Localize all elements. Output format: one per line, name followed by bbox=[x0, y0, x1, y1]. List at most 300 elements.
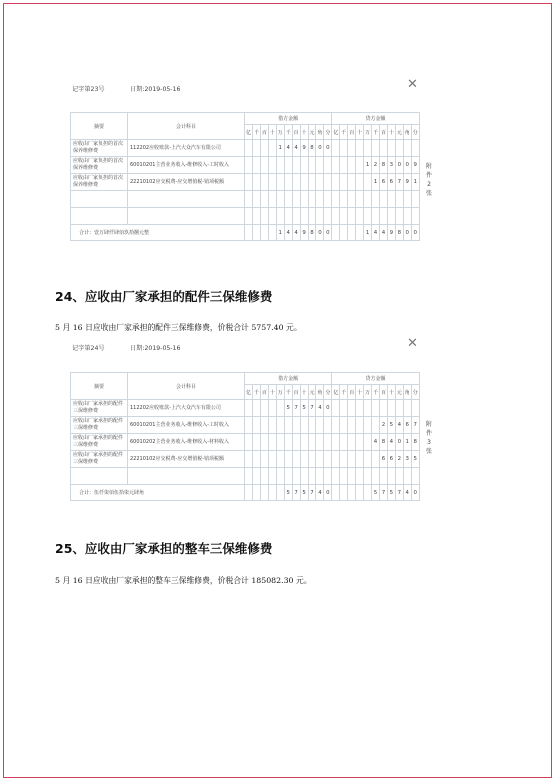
credit-digit-cell bbox=[364, 417, 372, 434]
credit-digit-cell: 5 bbox=[372, 485, 380, 501]
debit-digit-cell bbox=[300, 191, 308, 208]
debit-header: 借方金额 bbox=[245, 113, 332, 125]
debit-digit-cell bbox=[245, 468, 253, 485]
close-icon[interactable]: ✕ bbox=[407, 77, 418, 92]
credit-digit-cell: 6 bbox=[387, 174, 395, 191]
credit-digit-cell bbox=[356, 157, 364, 174]
debit-digit-cell bbox=[292, 174, 300, 191]
credit-digit-cell bbox=[340, 434, 348, 451]
debit-digit-cell bbox=[276, 417, 284, 434]
section-text-24: 5 月 16 日应收由厂家承担的配件三保维修费，价税合计 5757.40 元。 bbox=[55, 323, 302, 332]
credit-digit-cell: 8 bbox=[395, 225, 403, 241]
credit-digit-cell bbox=[348, 485, 356, 501]
credit-digit-cell bbox=[356, 174, 364, 191]
debit-digit-cell bbox=[245, 140, 253, 157]
credit-digit-cell bbox=[387, 468, 395, 485]
table-row bbox=[71, 400, 420, 417]
credit-digit-cell bbox=[356, 191, 364, 208]
digit-unit-header: 万 bbox=[364, 385, 372, 400]
debit-digit-cell bbox=[252, 191, 260, 208]
summary-cell bbox=[71, 468, 128, 485]
credit-digit-cell bbox=[403, 400, 411, 417]
debit-digit-cell bbox=[245, 400, 253, 417]
credit-digit-cell: 4 bbox=[372, 434, 380, 451]
credit-digit-cell bbox=[332, 400, 340, 417]
section-heading-25: 25、应收由厂家承担的整车三保维修费 bbox=[55, 541, 273, 556]
digit-unit-header: 十 bbox=[268, 385, 276, 400]
voucher-number: 记字第24号 bbox=[72, 345, 105, 352]
credit-digit-cell: 5 bbox=[411, 451, 419, 468]
debit-digit-cell bbox=[276, 434, 284, 451]
debit-digit-cell bbox=[268, 208, 276, 225]
digit-unit-header: 百 bbox=[348, 125, 356, 140]
debit-header: 借方金额 bbox=[245, 373, 332, 385]
credit-digit-cell bbox=[395, 400, 403, 417]
debit-digit-cell bbox=[260, 417, 268, 434]
debit-digit-cell bbox=[268, 485, 276, 501]
section-text-25: 5 月 16 日应收由厂家承担的整车三保维修费，价税合计 185082.30 元。 bbox=[55, 576, 312, 585]
header-row bbox=[71, 373, 420, 385]
credit-digit-cell: 9 bbox=[411, 157, 419, 174]
debit-digit-cell bbox=[268, 434, 276, 451]
voucher-date: 日期:2019-05-16 bbox=[130, 345, 181, 352]
debit-digit-cell: 4 bbox=[284, 140, 292, 157]
debit-digit-cell bbox=[260, 140, 268, 157]
credit-digit-cell: 0 bbox=[403, 157, 411, 174]
digit-unit-header: 百 bbox=[379, 125, 387, 140]
credit-digit-cell: 8 bbox=[411, 434, 419, 451]
credit-digit-cell: 4 bbox=[395, 417, 403, 434]
debit-digit-cell: 5 bbox=[284, 400, 292, 417]
digit-unit-header: 千 bbox=[372, 385, 380, 400]
credit-digit-cell: 0 bbox=[395, 434, 403, 451]
blank-row bbox=[71, 468, 420, 485]
attachment-char: 张 bbox=[425, 190, 432, 197]
debit-digit-cell bbox=[260, 468, 268, 485]
account-cell bbox=[128, 468, 245, 485]
summary-header: 摘要 bbox=[71, 373, 128, 400]
debit-digit-cell bbox=[252, 174, 260, 191]
credit-digit-cell bbox=[356, 400, 364, 417]
credit-digit-cell: 2 bbox=[372, 157, 380, 174]
digit-unit-header: 亿 bbox=[245, 385, 253, 400]
debit-digit-cell bbox=[308, 174, 316, 191]
credit-digit-cell: 0 bbox=[411, 225, 419, 241]
debit-digit-cell bbox=[324, 157, 332, 174]
debit-digit-cell bbox=[260, 485, 268, 501]
debit-digit-cell bbox=[252, 400, 260, 417]
credit-digit-cell bbox=[356, 434, 364, 451]
debit-digit-cell bbox=[316, 174, 324, 191]
debit-digit-cell bbox=[324, 417, 332, 434]
digit-unit-header: 万 bbox=[276, 385, 284, 400]
debit-digit-cell bbox=[300, 208, 308, 225]
debit-digit-cell bbox=[292, 468, 300, 485]
digit-unit-header: 十 bbox=[387, 385, 395, 400]
debit-digit-cell: 7 bbox=[292, 485, 300, 501]
header-row bbox=[71, 113, 420, 125]
debit-digit-cell bbox=[268, 140, 276, 157]
credit-digit-cell: 0 bbox=[411, 485, 419, 501]
credit-digit-cell bbox=[364, 191, 372, 208]
credit-digit-cell bbox=[340, 400, 348, 417]
digit-unit-header: 千 bbox=[284, 385, 292, 400]
debit-digit-cell bbox=[260, 434, 268, 451]
debit-digit-cell bbox=[276, 174, 284, 191]
debit-digit-cell bbox=[245, 225, 253, 241]
debit-digit-cell bbox=[300, 451, 308, 468]
credit-digit-cell bbox=[379, 208, 387, 225]
debit-digit-cell bbox=[300, 157, 308, 174]
debit-digit-cell bbox=[316, 191, 324, 208]
credit-digit-cell: 8 bbox=[379, 434, 387, 451]
debit-digit-cell: 5 bbox=[300, 485, 308, 501]
debit-digit-cell bbox=[292, 191, 300, 208]
digit-unit-header: 十 bbox=[268, 125, 276, 140]
credit-digit-cell bbox=[364, 208, 372, 225]
debit-digit-cell bbox=[308, 468, 316, 485]
debit-digit-cell bbox=[245, 191, 253, 208]
credit-digit-cell: 9 bbox=[403, 174, 411, 191]
digit-unit-header: 百 bbox=[379, 385, 387, 400]
credit-digit-cell bbox=[356, 417, 364, 434]
debit-digit-cell bbox=[252, 225, 260, 241]
credit-digit-cell: 7 bbox=[379, 485, 387, 501]
debit-digit-cell: 0 bbox=[324, 225, 332, 241]
debit-digit-cell: 4 bbox=[292, 225, 300, 241]
voucher-24 bbox=[70, 337, 420, 501]
table-row bbox=[71, 434, 420, 451]
digit-unit-header: 千 bbox=[252, 125, 260, 140]
digit-unit-header: 角 bbox=[403, 385, 411, 400]
table-row bbox=[71, 451, 420, 468]
digit-unit-header: 角 bbox=[316, 385, 324, 400]
credit-digit-cell bbox=[348, 417, 356, 434]
debit-digit-cell bbox=[308, 434, 316, 451]
debit-digit-cell bbox=[308, 451, 316, 468]
debit-digit-cell bbox=[308, 417, 316, 434]
credit-digit-cell bbox=[372, 400, 380, 417]
credit-digit-cell bbox=[348, 208, 356, 225]
debit-digit-cell bbox=[316, 208, 324, 225]
debit-digit-cell bbox=[308, 157, 316, 174]
debit-digit-cell bbox=[276, 400, 284, 417]
digit-unit-header: 角 bbox=[316, 125, 324, 140]
credit-digit-cell bbox=[372, 468, 380, 485]
credit-digit-cell: 2 bbox=[395, 451, 403, 468]
credit-digit-cell bbox=[332, 468, 340, 485]
debit-digit-cell bbox=[252, 451, 260, 468]
debit-digit-cell bbox=[324, 434, 332, 451]
attachment-char: 张 bbox=[425, 448, 432, 455]
debit-digit-cell: 4 bbox=[292, 140, 300, 157]
credit-digit-cell: 6 bbox=[379, 174, 387, 191]
credit-digit-cell: 1 bbox=[372, 174, 380, 191]
account-cell: 60010201主营业务收入-维修收入-工时收入 bbox=[128, 417, 245, 434]
table-row bbox=[71, 417, 420, 434]
digit-unit-header: 亿 bbox=[332, 125, 340, 140]
debit-digit-cell bbox=[245, 434, 253, 451]
digit-unit-header: 百 bbox=[260, 125, 268, 140]
credit-digit-cell: 6 bbox=[387, 451, 395, 468]
credit-digit-cell: 9 bbox=[387, 225, 395, 241]
debit-digit-cell: 8 bbox=[308, 225, 316, 241]
digit-unit-header: 元 bbox=[395, 385, 403, 400]
credit-digit-cell bbox=[348, 400, 356, 417]
total-label: 合计：伍仟柒佰伍拾柒元肆角 bbox=[71, 485, 245, 501]
summary-cell bbox=[71, 208, 128, 225]
attachment-char: 件 bbox=[425, 172, 432, 179]
debit-digit-cell bbox=[245, 157, 253, 174]
attachment-count bbox=[424, 420, 434, 456]
blank-row bbox=[71, 208, 420, 225]
credit-digit-cell bbox=[387, 140, 395, 157]
credit-digit-cell: 3 bbox=[403, 451, 411, 468]
debit-digit-cell bbox=[245, 417, 253, 434]
credit-digit-cell: 1 bbox=[364, 225, 372, 241]
digit-unit-header: 百 bbox=[292, 125, 300, 140]
debit-digit-cell bbox=[292, 451, 300, 468]
credit-digit-cell bbox=[372, 191, 380, 208]
credit-digit-cell bbox=[356, 468, 364, 485]
credit-digit-cell bbox=[348, 174, 356, 191]
digit-unit-header: 百 bbox=[292, 385, 300, 400]
debit-digit-cell bbox=[308, 208, 316, 225]
section-heading-24: 24、应收由厂家承担的配件三保维修费 bbox=[55, 289, 273, 304]
credit-digit-cell: 1 bbox=[364, 157, 372, 174]
debit-digit-cell bbox=[284, 451, 292, 468]
voucher-table bbox=[70, 112, 420, 241]
digit-unit-header: 亿 bbox=[245, 125, 253, 140]
debit-digit-cell bbox=[260, 400, 268, 417]
attachment-count bbox=[424, 162, 434, 198]
credit-digit-cell bbox=[348, 468, 356, 485]
debit-digit-cell bbox=[308, 191, 316, 208]
account-cell: 60010202主营业务收入-维修收入-材料收入 bbox=[128, 434, 245, 451]
credit-digit-cell bbox=[364, 451, 372, 468]
credit-digit-cell bbox=[332, 434, 340, 451]
credit-digit-cell bbox=[387, 400, 395, 417]
digit-unit-header: 千 bbox=[252, 385, 260, 400]
debit-digit-cell bbox=[276, 451, 284, 468]
debit-digit-cell bbox=[284, 208, 292, 225]
credit-digit-cell bbox=[356, 485, 364, 501]
debit-digit-cell bbox=[268, 468, 276, 485]
credit-digit-cell bbox=[348, 451, 356, 468]
digit-unit-header: 百 bbox=[348, 385, 356, 400]
credit-digit-cell: 4 bbox=[403, 485, 411, 501]
credit-digit-cell: 6 bbox=[379, 451, 387, 468]
debit-digit-cell bbox=[252, 468, 260, 485]
debit-digit-cell bbox=[260, 157, 268, 174]
debit-digit-cell bbox=[245, 451, 253, 468]
debit-digit-cell: 0 bbox=[324, 485, 332, 501]
debit-digit-cell bbox=[245, 485, 253, 501]
voucher-header bbox=[70, 337, 420, 355]
debit-digit-cell bbox=[268, 225, 276, 241]
digit-unit-header: 十 bbox=[356, 125, 364, 140]
credit-digit-cell bbox=[356, 208, 364, 225]
credit-digit-cell bbox=[340, 417, 348, 434]
credit-digit-cell bbox=[332, 208, 340, 225]
close-icon[interactable]: ✕ bbox=[407, 336, 418, 351]
summary-cell: 应收由厂家承担的配件三保维修费 bbox=[71, 434, 128, 451]
account-cell: 22210102应交税费-应交增值税-销项税额 bbox=[128, 451, 245, 468]
debit-digit-cell bbox=[268, 191, 276, 208]
credit-digit-cell: 8 bbox=[379, 157, 387, 174]
debit-digit-cell bbox=[316, 434, 324, 451]
debit-digit-cell bbox=[324, 468, 332, 485]
debit-digit-cell bbox=[260, 191, 268, 208]
credit-digit-cell bbox=[348, 191, 356, 208]
debit-digit-cell: 7 bbox=[308, 485, 316, 501]
debit-digit-cell bbox=[292, 157, 300, 174]
debit-digit-cell bbox=[324, 174, 332, 191]
debit-digit-cell bbox=[284, 417, 292, 434]
credit-digit-cell bbox=[395, 140, 403, 157]
summary-cell: 应收由厂家负担的首次保养维修费 bbox=[71, 140, 128, 157]
debit-digit-cell bbox=[324, 191, 332, 208]
table-row bbox=[71, 174, 420, 191]
credit-digit-cell bbox=[364, 400, 372, 417]
debit-digit-cell bbox=[268, 400, 276, 417]
attachment-char: 附 bbox=[425, 421, 432, 428]
debit-digit-cell bbox=[300, 434, 308, 451]
credit-digit-cell bbox=[372, 417, 380, 434]
credit-digit-cell bbox=[332, 417, 340, 434]
credit-digit-cell bbox=[379, 468, 387, 485]
digit-unit-header: 千 bbox=[372, 125, 380, 140]
debit-digit-cell: 0 bbox=[324, 400, 332, 417]
credit-digit-cell bbox=[356, 140, 364, 157]
account-cell: 22210102应交税费-应交增值税-销项税额 bbox=[128, 174, 245, 191]
debit-digit-cell bbox=[284, 191, 292, 208]
credit-digit-cell: 1 bbox=[411, 174, 419, 191]
debit-digit-cell bbox=[292, 208, 300, 225]
credit-digit-cell bbox=[411, 208, 419, 225]
debit-digit-cell bbox=[245, 208, 253, 225]
digit-unit-header: 千 bbox=[340, 385, 348, 400]
debit-digit-cell: 0 bbox=[316, 140, 324, 157]
debit-digit-cell: 0 bbox=[316, 225, 324, 241]
debit-digit-cell: 5 bbox=[300, 400, 308, 417]
attachment-char: 2 bbox=[427, 181, 431, 188]
debit-digit-cell bbox=[284, 174, 292, 191]
credit-digit-cell bbox=[379, 191, 387, 208]
digit-unit-header: 分 bbox=[411, 385, 419, 400]
debit-digit-cell: 4 bbox=[284, 225, 292, 241]
debit-digit-cell bbox=[260, 174, 268, 191]
debit-digit-cell bbox=[268, 157, 276, 174]
debit-digit-cell bbox=[260, 451, 268, 468]
credit-digit-cell bbox=[348, 157, 356, 174]
voucher-23 bbox=[70, 78, 420, 241]
account-header: 会计科目 bbox=[128, 113, 245, 140]
digit-unit-header: 十 bbox=[300, 125, 308, 140]
digit-unit-header: 千 bbox=[284, 125, 292, 140]
credit-digit-cell: 7 bbox=[395, 485, 403, 501]
debit-digit-cell bbox=[284, 468, 292, 485]
summary-cell: 应收由厂家承担的配件三保维修费 bbox=[71, 400, 128, 417]
credit-digit-cell bbox=[372, 140, 380, 157]
credit-digit-cell: 1 bbox=[403, 434, 411, 451]
credit-digit-cell bbox=[340, 451, 348, 468]
credit-digit-cell bbox=[348, 434, 356, 451]
credit-digit-cell bbox=[364, 140, 372, 157]
credit-digit-cell bbox=[348, 225, 356, 241]
debit-digit-cell bbox=[276, 157, 284, 174]
account-cell: 112202应收账款-上汽大众汽车有限公司 bbox=[128, 400, 245, 417]
account-cell: 60010201主营业务收入-维修收入-工时收入 bbox=[128, 157, 245, 174]
debit-digit-cell bbox=[316, 417, 324, 434]
digit-unit-header: 分 bbox=[411, 125, 419, 140]
credit-digit-cell bbox=[332, 140, 340, 157]
debit-digit-cell bbox=[245, 174, 253, 191]
debit-digit-cell: 1 bbox=[276, 140, 284, 157]
attachment-char: 件 bbox=[425, 430, 432, 437]
digit-unit-header: 亿 bbox=[332, 385, 340, 400]
debit-digit-cell bbox=[300, 468, 308, 485]
account-cell: 112202应收账款-上汽大众汽车有限公司 bbox=[128, 140, 245, 157]
credit-digit-cell bbox=[403, 140, 411, 157]
credit-digit-cell bbox=[364, 174, 372, 191]
credit-digit-cell bbox=[364, 485, 372, 501]
credit-digit-cell bbox=[340, 208, 348, 225]
summary-cell: 应收由厂家承担的配件三保维修费 bbox=[71, 417, 128, 434]
voucher-table bbox=[70, 372, 420, 501]
debit-digit-cell bbox=[316, 451, 324, 468]
debit-digit-cell bbox=[324, 451, 332, 468]
debit-digit-cell bbox=[252, 140, 260, 157]
debit-digit-cell bbox=[252, 417, 260, 434]
credit-digit-cell bbox=[395, 468, 403, 485]
credit-digit-cell bbox=[332, 157, 340, 174]
digit-unit-header: 十 bbox=[356, 385, 364, 400]
summary-cell: 应收由厂家负担的首次保养维修费 bbox=[71, 157, 128, 174]
debit-digit-cell: 9 bbox=[300, 225, 308, 241]
credit-digit-cell bbox=[395, 191, 403, 208]
debit-digit-cell bbox=[276, 468, 284, 485]
voucher-date: 日期:2019-05-16 bbox=[130, 86, 181, 93]
credit-digit-cell bbox=[364, 468, 372, 485]
total-row bbox=[71, 225, 420, 241]
voucher-number: 记字第23号 bbox=[72, 86, 105, 93]
credit-digit-cell: 4 bbox=[387, 434, 395, 451]
debit-digit-cell bbox=[292, 417, 300, 434]
digit-unit-header: 角 bbox=[403, 125, 411, 140]
debit-digit-cell bbox=[268, 417, 276, 434]
summary-cell: 应收由厂家承担的配件三保维修费 bbox=[71, 451, 128, 468]
debit-digit-cell: 0 bbox=[324, 140, 332, 157]
debit-digit-cell: 9 bbox=[300, 140, 308, 157]
summary-header: 摘要 bbox=[71, 113, 128, 140]
debit-digit-cell bbox=[268, 451, 276, 468]
debit-digit-cell bbox=[268, 174, 276, 191]
credit-digit-cell bbox=[387, 191, 395, 208]
credit-digit-cell bbox=[340, 485, 348, 501]
debit-digit-cell bbox=[276, 191, 284, 208]
credit-digit-cell bbox=[356, 451, 364, 468]
credit-digit-cell bbox=[411, 468, 419, 485]
credit-digit-cell: 4 bbox=[379, 225, 387, 241]
credit-digit-cell bbox=[379, 140, 387, 157]
debit-digit-cell: 4 bbox=[316, 485, 324, 501]
credit-digit-cell bbox=[340, 140, 348, 157]
credit-digit-cell: 5 bbox=[387, 485, 395, 501]
debit-digit-cell: 4 bbox=[316, 400, 324, 417]
digit-unit-header: 元 bbox=[308, 385, 316, 400]
credit-digit-cell: 7 bbox=[411, 417, 419, 434]
